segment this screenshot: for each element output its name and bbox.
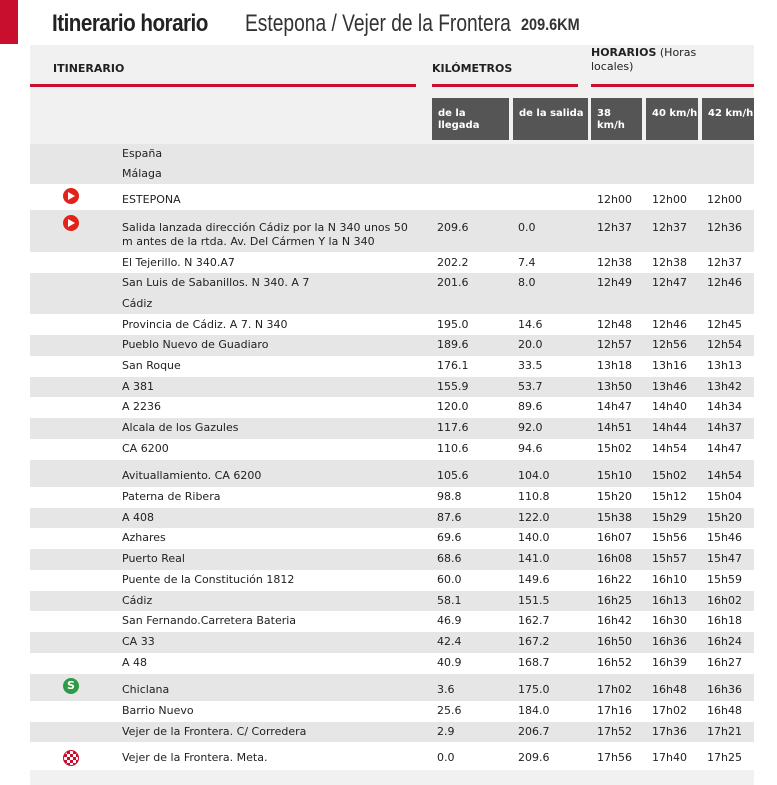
location-cell: A 2236 [122, 400, 162, 413]
table-row [30, 549, 754, 570]
location-cell: Vejer de la Frontera. Meta. [122, 751, 268, 764]
time-42-cell: 15h04 [707, 490, 742, 503]
arrival-km-cell: 195.0 [437, 318, 469, 331]
table-row [30, 418, 754, 439]
time-42-cell: 16h48 [707, 704, 742, 717]
departure-km-cell: 92.0 [518, 421, 543, 434]
arrival-km-cell: 176.1 [437, 359, 469, 372]
page-title: Itinerario horario [52, 10, 208, 37]
time-38-cell: 15h38 [597, 511, 632, 524]
table-row [30, 439, 754, 460]
time-38-cell: 13h50 [597, 380, 632, 393]
speed-40-col-header: 40 km/h [646, 98, 698, 140]
time-42-cell: 12h54 [707, 338, 742, 351]
arrival-km-cell: 3.6 [437, 683, 455, 696]
time-42-cell: 12h36 [707, 221, 742, 234]
table-row [30, 632, 754, 653]
location-cell: Alcala de los Gazules [122, 421, 239, 434]
arrival-km-cell: 60.0 [437, 573, 462, 586]
time-40-cell: 15h56 [652, 531, 687, 544]
location-cell: A 408 [122, 511, 155, 524]
speed-38-col-header: 38 km/h [591, 98, 642, 140]
time-40-cell: 13h46 [652, 380, 687, 393]
schedule-header [591, 46, 741, 74]
table-row [30, 611, 754, 632]
schedule-header-note: (Horas locales) [591, 46, 697, 73]
table-row [30, 653, 754, 674]
arrival-km-cell: 0.0 [437, 751, 455, 764]
location-cell: Salida lanzada dirección Cádiz por la N 340 unos 50 m antes de la rtda. Av. Del Cármen Y la N 340 [122, 221, 408, 248]
departure-km-cell: 151.5 [518, 594, 550, 607]
time-42-cell: 16h27 [707, 656, 742, 669]
time-40-cell: 17h02 [652, 704, 687, 717]
departure-km-cell: 0.0 [518, 221, 536, 234]
location-cell: San Fernando.Carretera Bateria [122, 614, 297, 627]
location-cell: Provincia de Cádiz. A 7. N 340 [122, 318, 288, 331]
location-cell: Vejer de la Frontera. C/ Corredera [122, 725, 307, 738]
time-40-cell: 12h00 [652, 193, 687, 206]
location-cell: ESTEPONA [122, 193, 181, 206]
table-row [30, 460, 754, 487]
time-42-cell: 15h47 [707, 552, 742, 565]
arrival-km-cell: 98.8 [437, 490, 462, 503]
time-42-cell: 17h21 [707, 725, 742, 738]
time-38-cell: 15h20 [597, 490, 632, 503]
time-40-cell: 16h48 [652, 683, 687, 696]
speed-42-col-header: 42 km/h [702, 98, 754, 140]
time-38-cell: 14h51 [597, 421, 632, 434]
time-40-cell: 15h02 [652, 469, 687, 482]
time-42-cell: 14h37 [707, 421, 742, 434]
km-header: KILÓMETROS [432, 62, 513, 75]
time-38-cell: 12h49 [597, 276, 632, 289]
table-row [30, 528, 754, 549]
departure-km-cell: 20.0 [518, 338, 543, 351]
location-cell: A 381 [122, 380, 155, 393]
time-38-cell: 15h10 [597, 469, 632, 482]
departure-km-cell: 140.0 [518, 531, 550, 544]
location-cell: Azhares [122, 531, 166, 544]
arrival-km-cell: 25.6 [437, 704, 462, 717]
departure-km-cell: 168.7 [518, 656, 550, 669]
time-40-cell: 16h39 [652, 656, 687, 669]
location-cell: Málaga [122, 167, 162, 180]
time-38-cell: 16h07 [597, 531, 632, 544]
arrival-km-cell: 189.6 [437, 338, 469, 351]
time-38-cell: 12h48 [597, 318, 632, 331]
time-38-cell: 17h52 [597, 725, 632, 738]
time-42-cell: 15h20 [707, 511, 742, 524]
time-38-cell: 12h38 [597, 256, 632, 269]
time-42-cell: 12h00 [707, 193, 742, 206]
departure-km-cell: 184.0 [518, 704, 550, 717]
location-cell: San Roque [122, 359, 181, 372]
arrival-km-cell: 68.6 [437, 552, 462, 565]
time-42-cell: 14h34 [707, 400, 742, 413]
time-38-cell: 16h52 [597, 656, 632, 669]
table-row [30, 273, 754, 294]
route-distance: 209.6KM [521, 15, 580, 34]
arrival-km-cell: 209.6 [437, 221, 469, 234]
schedule-header-bold: HORARIOS [591, 46, 657, 59]
title-bar [0, 0, 777, 44]
location-cell: Paterna de Ribera [122, 490, 221, 503]
time-38-cell: 16h50 [597, 635, 632, 648]
time-40-cell: 12h47 [652, 276, 687, 289]
location-cell: San Luis de Sabanillos. N 340. A 7 [122, 276, 310, 289]
table-row [30, 294, 754, 314]
table-row [30, 591, 754, 611]
departure-km-cell: 53.7 [518, 380, 543, 393]
accent-bar [0, 0, 18, 44]
time-40-cell: 16h13 [652, 594, 687, 607]
route-title: Estepona / Vejer de la Frontera [245, 10, 511, 37]
table-row [30, 356, 754, 377]
arrival-km-cell: 201.6 [437, 276, 469, 289]
table-row [30, 508, 754, 528]
table-row [30, 252, 754, 273]
location-cell: España [122, 147, 163, 160]
arrival-km-cell: 105.6 [437, 469, 469, 482]
time-38-cell: 17h02 [597, 683, 632, 696]
departure-km-cell: 110.8 [518, 490, 550, 503]
arrival-km-cell: 87.6 [437, 511, 462, 524]
arrival-km-cell: 120.0 [437, 400, 469, 413]
location-cell: A 48 [122, 656, 148, 669]
time-40-cell: 15h12 [652, 490, 687, 503]
time-38-cell: 12h57 [597, 338, 632, 351]
location-cell: Cádiz [122, 594, 153, 607]
start-icon [63, 188, 79, 204]
time-42-cell: 13h42 [707, 380, 742, 393]
sprint-icon: S [63, 678, 79, 694]
schedule-header-line [591, 84, 754, 87]
time-38-cell: 16h25 [597, 594, 632, 607]
time-42-cell: 16h02 [707, 594, 742, 607]
departure-km-cell: 94.6 [518, 442, 543, 455]
arrival-km-cell: 46.9 [437, 614, 462, 627]
time-40-cell: 12h56 [652, 338, 687, 351]
time-42-cell: 12h37 [707, 256, 742, 269]
time-40-cell: 14h44 [652, 421, 687, 434]
time-42-cell: 16h24 [707, 635, 742, 648]
table-row [30, 701, 754, 722]
time-38-cell: 12h00 [597, 193, 632, 206]
table-row [30, 722, 754, 742]
location-cell: Cádiz [122, 297, 153, 310]
departure-col-header: de la salida [513, 98, 588, 140]
time-40-cell: 14h54 [652, 442, 687, 455]
time-40-cell: 15h57 [652, 552, 687, 565]
time-42-cell: 14h54 [707, 469, 742, 482]
location-cell: CA 6200 [122, 442, 169, 455]
table-row [30, 144, 754, 164]
table-row [30, 674, 754, 701]
departure-km-cell: 33.5 [518, 359, 543, 372]
arrival-km-cell: 40.9 [437, 656, 462, 669]
finish-flag-icon [63, 750, 79, 766]
departure-km-cell: 209.6 [518, 751, 550, 764]
departure-km-cell: 149.6 [518, 573, 550, 586]
arrival-km-cell: 69.6 [437, 531, 462, 544]
time-42-cell: 14h47 [707, 442, 742, 455]
table-row [30, 397, 754, 418]
time-38-cell: 12h37 [597, 221, 632, 234]
table-row [30, 377, 754, 397]
departure-km-cell: 206.7 [518, 725, 550, 738]
time-38-cell: 15h02 [597, 442, 632, 455]
time-40-cell: 16h36 [652, 635, 687, 648]
time-40-cell: 13h16 [652, 359, 687, 372]
time-40-cell: 17h36 [652, 725, 687, 738]
table-row [30, 570, 754, 591]
departure-km-cell: 7.4 [518, 256, 536, 269]
table-row [30, 184, 754, 210]
table-row [30, 742, 754, 770]
arrival-km-cell: 58.1 [437, 594, 462, 607]
arrival-km-cell: 155.9 [437, 380, 469, 393]
departure-km-cell: 122.0 [518, 511, 550, 524]
location-cell: Puerto Real [122, 552, 185, 565]
departure-km-cell: 104.0 [518, 469, 550, 482]
time-40-cell: 12h46 [652, 318, 687, 331]
location-cell: Chiclana [122, 683, 170, 696]
location-cell: Puente de la Constitución 1812 [122, 573, 295, 586]
time-38-cell: 16h08 [597, 552, 632, 565]
time-40-cell: 15h29 [652, 511, 687, 524]
location-cell: Pueblo Nuevo de Guadiaro [122, 338, 269, 351]
departure-km-cell: 175.0 [518, 683, 550, 696]
time-38-cell: 13h18 [597, 359, 632, 372]
table-row [30, 164, 754, 184]
time-38-cell: 14h47 [597, 400, 632, 413]
time-38-cell: 17h16 [597, 704, 632, 717]
departure-km-cell: 14.6 [518, 318, 543, 331]
time-40-cell: 16h10 [652, 573, 687, 586]
arrival-km-cell: 202.2 [437, 256, 469, 269]
time-42-cell: 17h25 [707, 751, 742, 764]
itinerary-header: ITINERARIO [53, 62, 125, 75]
arrival-km-cell: 110.6 [437, 442, 469, 455]
location-cell: El Tejerillo. N 340.A7 [122, 256, 235, 269]
departure-km-cell: 167.2 [518, 635, 550, 648]
time-42-cell: 15h59 [707, 573, 742, 586]
time-40-cell: 17h40 [652, 751, 687, 764]
time-38-cell: 16h42 [597, 614, 632, 627]
time-38-cell: 16h22 [597, 573, 632, 586]
arrival-km-cell: 117.6 [437, 421, 469, 434]
departure-km-cell: 8.0 [518, 276, 536, 289]
departure-km-cell: 162.7 [518, 614, 550, 627]
time-40-cell: 16h30 [652, 614, 687, 627]
time-40-cell: 14h40 [652, 400, 687, 413]
departure-km-cell: 141.0 [518, 552, 550, 565]
time-42-cell: 16h36 [707, 683, 742, 696]
time-42-cell: 12h46 [707, 276, 742, 289]
itinerary-header-line [30, 84, 416, 87]
location-cell: Avituallamiento. CA 6200 [122, 469, 262, 482]
table-row [30, 210, 754, 252]
table-row [30, 335, 754, 356]
time-42-cell: 13h13 [707, 359, 742, 372]
time-42-cell: 12h45 [707, 318, 742, 331]
start-icon [63, 215, 79, 231]
arrival-col-header: de la llegada [432, 98, 509, 140]
location-cell: Barrio Nuevo [122, 704, 194, 717]
departure-km-cell: 89.6 [518, 400, 543, 413]
km-header-line [432, 84, 578, 87]
arrival-km-cell: 42.4 [437, 635, 462, 648]
time-38-cell: 17h56 [597, 751, 632, 764]
time-40-cell: 12h38 [652, 256, 687, 269]
table-row [30, 487, 754, 508]
time-42-cell: 15h46 [707, 531, 742, 544]
time-40-cell: 12h37 [652, 221, 687, 234]
time-42-cell: 16h18 [707, 614, 742, 627]
table-row [30, 314, 754, 335]
location-cell: CA 33 [122, 635, 155, 648]
arrival-km-cell: 2.9 [437, 725, 455, 738]
